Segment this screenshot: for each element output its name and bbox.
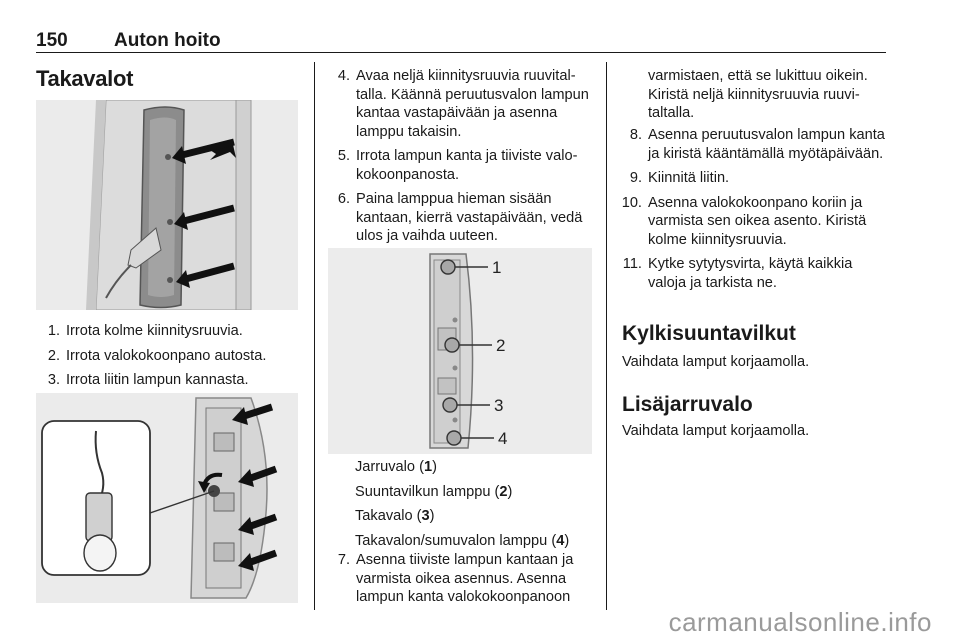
steps-list-2a [326,67,594,252]
section-title-brake-light: Lisäjarruvalo [622,393,753,416]
legend-close: ) [432,459,437,475]
callout-4: 4 [498,429,508,448]
list-item [618,126,890,163]
steps-list-3 [618,126,890,298]
list-item [618,194,890,250]
legend-number: 2 [499,483,508,500]
column-divider-1 [314,62,315,610]
step-text: Irrota liitin lampun kannasta. [66,372,249,388]
page-header [36,30,886,52]
step-text: Asenna valokokoonpano koriin ja varmista sen oikea asento. Kiristä kolme kiinnitysruuvia. [648,194,867,248]
step-number: 1. [47,323,60,339]
page-number: 150 [36,30,68,51]
step7-continuation: varmistaen, että se lukittuu oikein. Kiristä neljä kiinnitysruuvia ruuvitaltalla. [648,68,868,121]
step-number: 2. [47,347,60,364]
legend-item [355,483,595,502]
legend-item [355,458,595,477]
step-number: 11. [622,256,642,272]
legend-item [355,507,595,526]
list-item [326,551,594,607]
callout-2: 2 [496,336,506,355]
step-text: Paina lamppua hieman sisään kantaan, kierrä vastapäivään, vedä ulos ja vaihda uuteen. [356,191,583,244]
legend-label: Takavalo ( [355,508,422,524]
step-number: 10. [621,194,642,211]
step-number: 7. [337,552,350,568]
step-text: Asenna peruutusvalon lampun kanta ja kiristä kääntämällä myötäpäivään. [648,127,885,162]
steps-list-2b [326,551,594,613]
bulb-legend [355,458,595,556]
list-item [36,347,306,366]
figure-bulb-positions [328,248,592,454]
step-text: Irrota lampun kanta ja tiiviste valokokoonpanosta. [356,148,578,183]
steps-list-1 [36,322,306,396]
step-text: Avaa neljä kiinnitysruuvia ruuvitaltalla. Käännä peruutusvalon lampun kantaa vastapäivään ja asenna lamppu takaisin. [356,68,589,140]
side-indicators-text: Vaihdata lamput korjaamolla. [622,354,810,370]
step-number: 8. [629,127,642,143]
list-item [36,371,306,390]
legend-number: 3 [421,508,430,524]
legend-number: 4 [556,532,565,549]
legend-label: Jarruvalo ( [355,459,424,475]
callout-1: 1 [492,258,502,277]
legend-label: Takavalon/sumuvalon lamppu ( [355,532,557,549]
step-text: Irrota kolme kiinnitysruuvia. [66,323,243,339]
legend-close: ) [429,508,435,524]
list-item [326,147,594,184]
figure-rear-light-screws [36,100,298,310]
header-divider [36,52,886,53]
step-number: 3. [47,372,60,388]
step-text: Irrota valokokoonpano autosta. [66,347,267,364]
section-title-side-indicators: Kylkisuuntavilkut [622,322,796,345]
legend-close: ) [507,483,513,500]
legend-close: ) [564,532,570,549]
column-divider-2 [606,62,607,610]
legend-item [355,532,595,551]
step-text: Asenna tiiviste lampun kantaan ja varmista oikea asennus. Asenna lampun kanta valokokoonpanoon [356,552,574,605]
legend-label: Suuntavilkun lamppu ( [355,483,500,500]
figure-connector-detail [36,393,298,603]
section-title-takavalot: Takavalot [36,66,134,91]
callout-3: 3 [494,396,504,415]
legend-number: 1 [423,459,433,475]
step-number: 5. [337,148,350,164]
step-text: Kiinnitä liitin. [648,170,730,186]
brake-light-text: Vaihdata lamput korjaamolla. [622,423,810,439]
watermark-text: carmanualsonline.info [668,607,932,637]
step-text: Kytke sytytysvirta, käytä kaikkia valoja ja tarkista ne. [648,256,853,291]
list-item [326,190,594,246]
list-item [36,322,306,341]
step-number: 6. [337,191,350,207]
step-number: 9. [629,170,642,186]
list-item [618,255,890,292]
list-item [326,67,594,141]
list-item [618,169,890,188]
chapter-title: Auton hoito [114,30,221,51]
step-number: 4. [337,68,350,84]
